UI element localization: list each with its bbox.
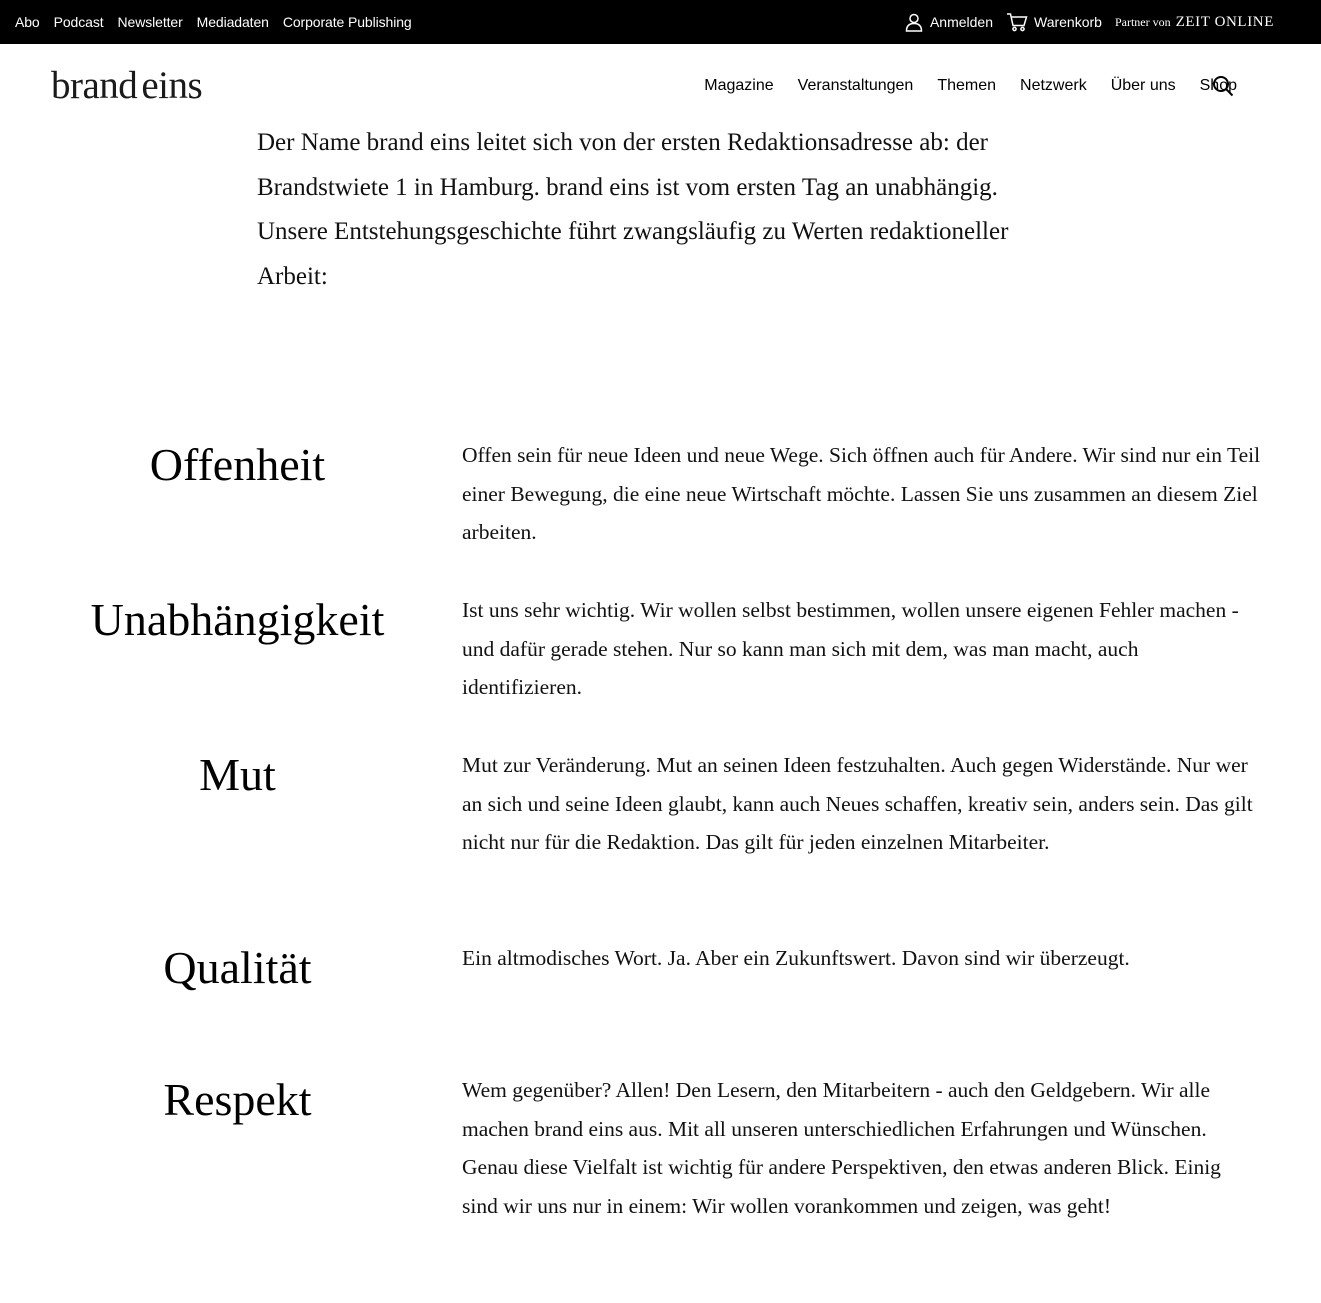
- login-label: Anmelden: [929, 14, 993, 30]
- service-link-mediadaten[interactable]: Mediadaten: [196, 14, 269, 30]
- logo-eins: eins: [141, 64, 203, 107]
- value-term-unabhaengigkeit: Unabhängigkeit: [90, 594, 385, 645]
- service-link-corporate-publishing[interactable]: Corporate Publishing: [282, 14, 412, 30]
- top-bar: [0, 0, 1321, 44]
- service-link-podcast[interactable]: Podcast: [53, 14, 104, 30]
- nav-item-ueber-uns[interactable]: Über uns: [1110, 77, 1176, 94]
- partner-zeit-online-link[interactable]: [1115, 14, 1274, 31]
- value-text-qualitaet: Ein altmodisches Wort. Ja. Aber ein Zukunftswert. Davon sind wir überzeugt.: [462, 946, 1130, 970]
- cart-icon: [1006, 12, 1034, 32]
- value-term-respekt: Respekt: [163, 1074, 312, 1125]
- brand-eins-logo[interactable]: [51, 64, 202, 108]
- search-button[interactable]: [1212, 75, 1234, 97]
- service-link-newsletter[interactable]: Newsletter: [117, 14, 183, 30]
- nav-item-magazine[interactable]: Magazine: [704, 77, 774, 94]
- cart-label: Warenkorb: [1034, 14, 1102, 30]
- nav-item-shop[interactable]: Shop: [1199, 77, 1237, 94]
- intro-text: Der Name brand eins leitet sich von der ersten Redaktionsadresse ab: der Brandstwiete 1 in Hamburg. brand eins ist vom ersten Tag an unabhängig. Unsere Entstehungsgeschichte führt zwangsläufig zu Werten redaktioneller Arbeit:: [257, 129, 1009, 290]
- nav-item-veranstaltungen[interactable]: Veranstaltungen: [797, 77, 914, 94]
- user-icon: [904, 12, 930, 32]
- nav-item-netzwerk[interactable]: Netzwerk: [1020, 77, 1087, 94]
- logo-brand: brand: [51, 64, 138, 107]
- value-term-qualitaet: Qualität: [163, 942, 312, 993]
- cart-button[interactable]: [1006, 12, 1102, 32]
- value-text-mut: Mut zur Veränderung. Mut an seinen Ideen festzuhalten. Auch gegen Widerstände. Nur wer an sich und seine Ideen glaubt, kann auch Neues schaffen, kreativ sein, anders sein. Das gilt nicht nur für die Redaktion. Das gilt für jeden einzelnen Mitarbeiter.: [462, 753, 1253, 854]
- service-link-abo[interactable]: Abo: [15, 14, 40, 30]
- value-term-offenheit: Offenheit: [149, 439, 326, 490]
- account-area: [904, 0, 1274, 44]
- zeit-online-logo: ZEIT ONLINE: [1175, 13, 1274, 30]
- search-icon: [1212, 84, 1234, 101]
- login-button[interactable]: [904, 12, 993, 32]
- partner-label: Partner von: [1114, 14, 1171, 29]
- value-text-respekt: Wem gegenüber? Allen! Den Lesern, den Mitarbeitern - auch den Geldgebern. Wir alle machen brand eins aus. Mit all unseren unterschiedlichen Erfahrungen und Wünschen. Genau diese Vielfalt ist wichtig für andere Perspektiven, den etwas anderen Blick. Einig sind wir uns nur in einem: Wir wollen vorankommen und zeigen, was geht!: [462, 1078, 1221, 1218]
- nav-item-themen[interactable]: Themen: [937, 77, 997, 94]
- value-text-offenheit: Offen sein für neue Ideen und neue Wege. Sich öffnen auch für Andere. Wir sind nur ein Teil einer Bewegung, die eine neue Wirtschaft möchte. Lassen Sie uns zusammen an diesem Ziel arbeiten.: [462, 443, 1261, 544]
- value-text-unabhaengigkeit: Ist uns sehr wichtig. Wir wollen selbst bestimmen, wollen unsere eigenen Fehler machen - und dafür gerade stehen. Nur so kann man sich mit dem, was man macht, auch identifizieren.: [462, 598, 1239, 699]
- main-nav: [680, 74, 1237, 98]
- value-term-mut: Mut: [199, 749, 276, 800]
- service-nav: [15, 0, 426, 44]
